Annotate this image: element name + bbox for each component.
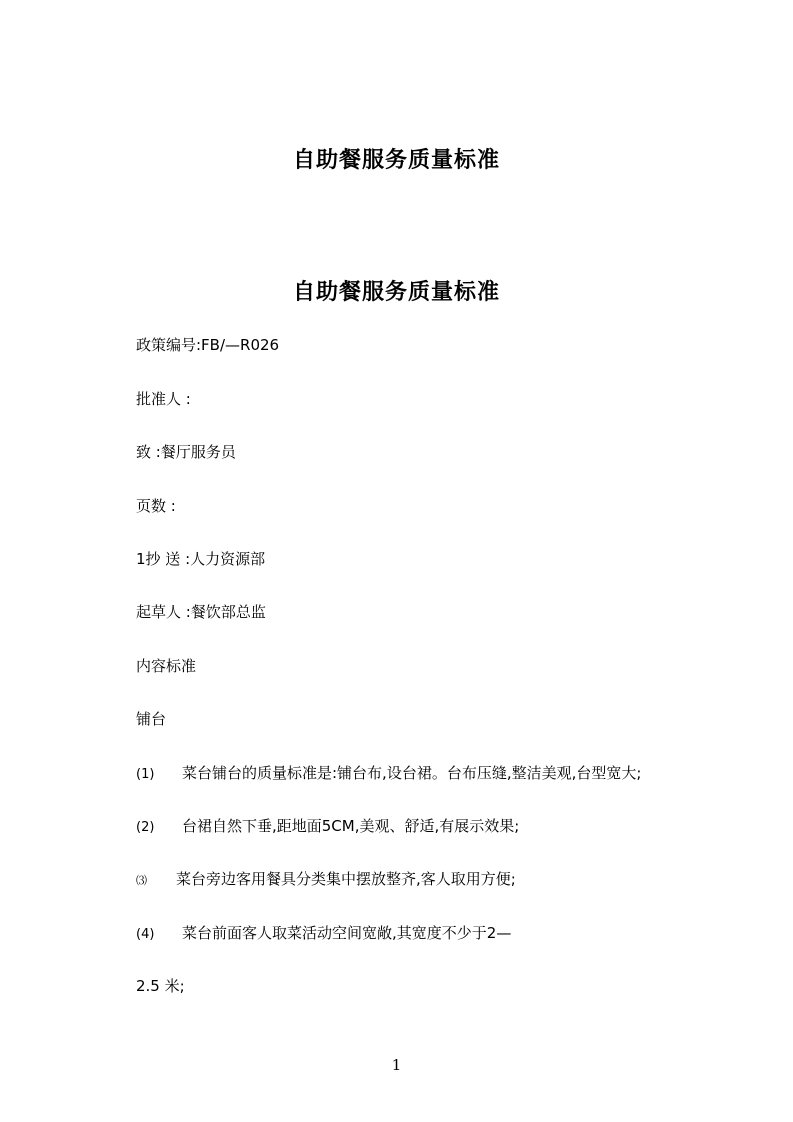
policy-number-field: 政策编号:FB/—R026 (136, 336, 280, 354)
recipient-field: 致 :餐厅服务员 (136, 443, 236, 461)
item-text: 菜台前面客人取菜活动空间宽敞,其宽度不少于2— (182, 924, 512, 942)
item-text: 菜台旁边客用餐具分类集中摆放整齐,客人取用方便; (176, 870, 516, 888)
item-continuation: 2.5 米; (136, 977, 185, 995)
list-item (136, 815, 519, 836)
list-item (136, 762, 641, 783)
section-heading: 内容标准 (136, 657, 197, 675)
item-text: 台裙自然下垂,距地面5CM,美观、舒适,有展示效果; (182, 817, 520, 835)
document-title: 自助餐服务质量标准 (292, 280, 500, 305)
list-item (136, 922, 511, 943)
cc-field: 1抄 送 :人力资源部 (136, 550, 266, 568)
item-number: (1) (136, 767, 155, 782)
drafter-field: 起草人 :餐饮部总监 (136, 603, 266, 621)
subsection-heading: 铺台 (136, 710, 167, 728)
item-number: (2) (136, 820, 155, 835)
item-text: 菜台铺台的质量标准是:铺台布,设台裙。台布压缝,整洁美观,台型宽大; (182, 764, 642, 782)
page-number: 1 (391, 1056, 402, 1074)
item-number: (4) (136, 927, 155, 942)
page-count-field: 页数 : (136, 497, 176, 515)
list-item (136, 868, 516, 889)
approver-field: 批准人 : (136, 390, 191, 408)
item-number: ⑶ (136, 874, 147, 887)
header-title: 自助餐服务质量标准 (292, 148, 500, 173)
